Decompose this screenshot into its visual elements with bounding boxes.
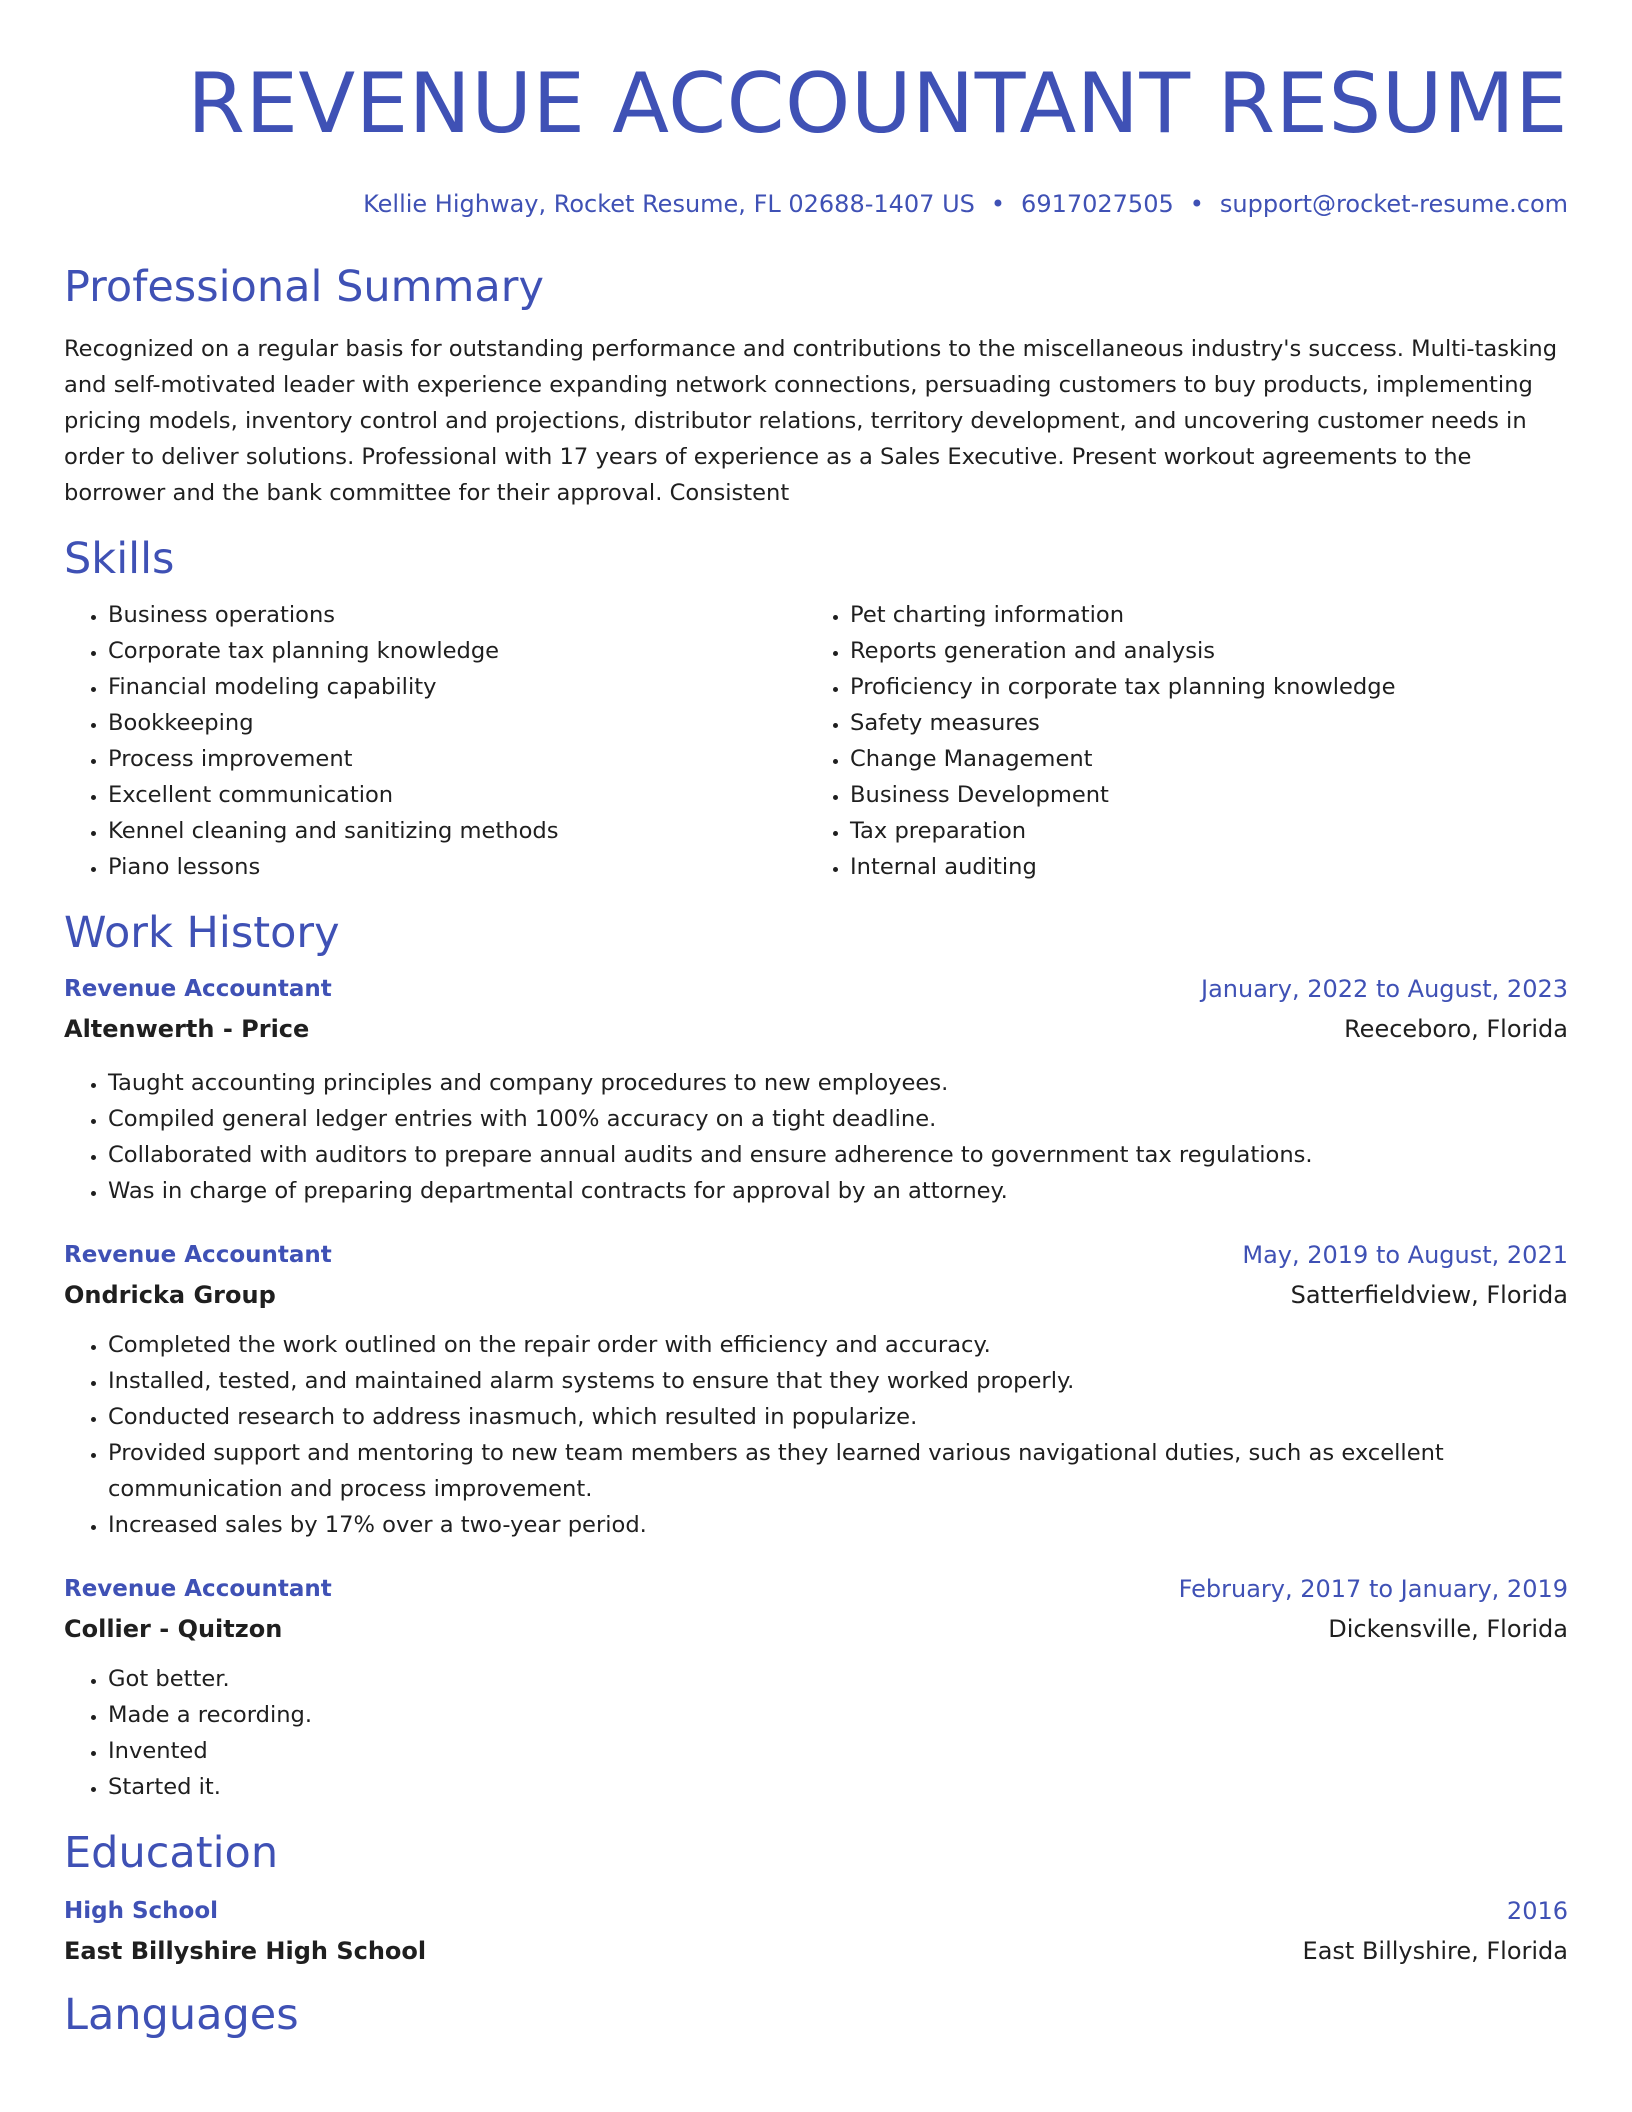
job-dates: May, 2019 to August, 2021 [1242,1241,1568,1269]
job-duty: • Compiled general ledger entries with 100% accuracy on a tight deadline. [108,1101,1568,1137]
contact-separator: • [1189,190,1204,218]
job-dates: January, 2022 to August, 2023 [1201,975,1568,1003]
skill-item: • Kennel cleaning and sanitizing methods [108,813,806,849]
job-location: Satterfieldview, Florida [1290,1281,1568,1309]
skill-item: • Internal auditing [850,849,1548,885]
job-duty: • Was in charge of preparing departmental contracts for approval by an attorney. [108,1173,1568,1209]
skills-heading: Skills [64,534,175,584]
job-duty: • Conducted research to address inasmuch, which resulted in popularize. [108,1399,1568,1435]
job-location: Dickensville, Florida [1328,1615,1568,1643]
skill-item: • Piano lessons [108,849,806,885]
education-location: East Billyshire, Florida [1302,1937,1568,1965]
job-company: Collier - Quitzon [64,1615,283,1643]
job-duties [64,1327,1568,1543]
job-duty: • Installed, tested, and maintained alarm systems to ensure that they worked properly. [108,1363,1568,1399]
contact-email: support@rocket-resume.com [1219,190,1568,218]
languages-heading: Languages [64,1990,299,2040]
job-title: Revenue Accountant [64,1242,332,1268]
job-duty: • Completed the work outlined on the repair order with efficiency and accuracy. [108,1327,1568,1363]
job-title: Revenue Accountant [64,1576,332,1602]
job-duties [64,1065,1568,1209]
skill-item: • Excellent communication [108,777,806,813]
summary-heading: Professional Summary [64,262,544,312]
education-degree: High School [64,1898,219,1924]
contact-line [64,189,1568,219]
skill-item: • Change Management [850,741,1548,777]
job-duties [64,1661,1568,1805]
work-history-heading: Work History [64,908,340,958]
skills-list [64,597,1568,885]
job-duty: • Got better. [108,1661,1568,1697]
skill-item: • Proficiency in corporate tax planning knowledge [850,669,1548,705]
education-heading: Education [64,1828,279,1878]
skills-column-left [64,597,806,885]
job-location: Reeceboro, Florida [1344,1015,1568,1043]
contact-address: Kellie Highway, Rocket Resume, FL 02688-1407 US [363,190,975,218]
skill-item: • Business operations [108,597,806,633]
job-dates: February, 2017 to January, 2019 [1178,1575,1568,1603]
summary-text: Recognized on a regular basis for outstanding performance and contributions to the miscellaneous industry's success. Multi-tasking and self-motivated leader with experience expanding network connections, persuading customers to buy products, implementing pricing models, inventory control and projections, distributor relations, territory development, and uncovering customer needs in order to deliver solutions. Professional with 17 years of experience as a Sales Executive. Present workout agreements to the borrower and the bank committee for their approval. Consistent [64,336,1558,506]
skill-item: • Business Development [850,777,1548,813]
job-duty: • Invented [108,1733,1568,1769]
job-duty: • Provided support and mentoring to new team members as they learned various navigational duties, such as excellent communication and process improvement. [108,1435,1568,1507]
job-duty: • Collaborated with auditors to prepare annual audits and ensure adherence to government tax regulations. [108,1137,1568,1173]
skill-item: • Tax preparation [850,813,1548,849]
skill-item: • Financial modeling capability [108,669,806,705]
job-title: Revenue Accountant [64,976,332,1002]
education-year: 2016 [1506,1897,1568,1925]
skill-item: • Corporate tax planning knowledge [108,633,806,669]
job-entry [64,969,1568,1209]
skill-item: • Process improvement [108,741,806,777]
job-company: Ondricka Group [64,1281,276,1309]
contact-phone: 6917027505 [1021,190,1174,218]
job-duty: • Increased sales by 17% over a two-year period. [108,1507,1568,1543]
skills-column-right [806,597,1548,885]
resume-title: REVENUE ACCOUNTANT RESUME [187,55,1568,152]
job-entry [64,1235,1568,1543]
skill-item: • Bookkeeping [108,705,806,741]
skill-item: • Safety measures [850,705,1548,741]
contact-separator: • [990,190,1006,218]
job-duty: • Started it. [108,1769,1568,1805]
job-entry [64,1569,1568,1805]
job-duty: • Made a recording. [108,1697,1568,1733]
job-company: Altenwerth - Price [64,1015,310,1043]
education-entry [64,1891,1568,1971]
skill-item: • Pet charting information [850,597,1548,633]
skill-item: • Reports generation and analysis [850,633,1548,669]
education-school: East Billyshire High School [64,1937,427,1965]
job-duty: • Taught accounting principles and company procedures to new employees. [108,1065,1568,1101]
